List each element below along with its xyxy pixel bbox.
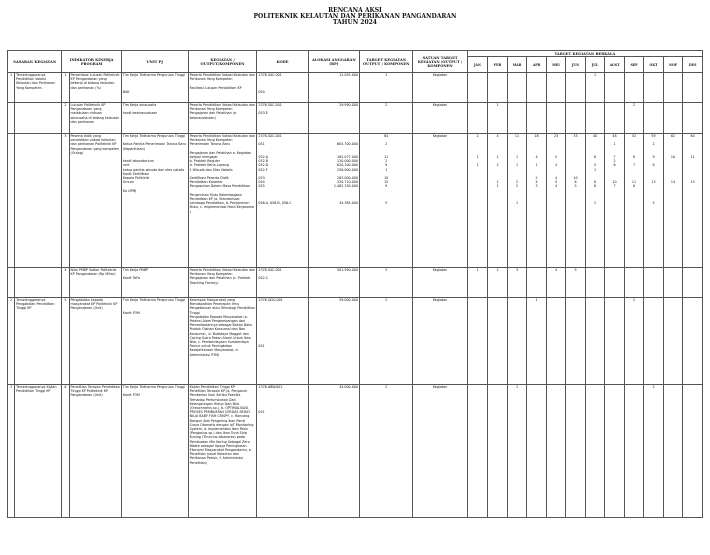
kegiatan-output: Peserta Pendidikan Vokasi Kelautan dan Perikanan Yang Kompeten Pengajaran dan Pelatihan (c. Praktek Teaching Factory) (188, 268, 257, 298)
satuan-target: Kegiatan (413, 298, 467, 385)
alokasi-anggaran: 605.700.000 182.077.000 120.000.000 620.100.000 258.900.000 263.000.000 320.710.000 1.462.330.000 45.385.000 (308, 134, 359, 268)
month-target: 11 1 1 2 2 1 (507, 134, 527, 268)
kode: 2376.SAC.001 052.C (257, 268, 308, 298)
month-target (683, 268, 703, 298)
alokasi-anggaran: 12.055.000 (308, 73, 359, 103)
month-target (527, 385, 547, 518)
month-target: 1 (467, 268, 488, 298)
indikator-text: Pengabdian kepada masyarakat KP Politeknik KP Pangandaran (Unit) (69, 298, 121, 385)
month-target (663, 73, 683, 103)
sasaran-number: 1 (8, 73, 15, 103)
col-target-berkala: TARGET KEGIATAN BERKALA (467, 51, 702, 57)
month-header: MEI (546, 57, 566, 73)
sasaran-number (8, 103, 15, 134)
unit-pj: Tim Kerja Tridharma Perguruan Tinggi Kantt P3M (121, 298, 188, 385)
table-row (8, 268, 703, 298)
indikator-number: 6 (62, 385, 69, 518)
month-target (663, 103, 683, 134)
month-target: 3 (507, 268, 527, 298)
month-target (644, 103, 664, 134)
alokasi-anggaran: 29.990.000 (308, 103, 359, 134)
alokasi-anggaran: 501.590.000 (308, 268, 359, 298)
month-target (566, 385, 586, 518)
kegiatan-output: Peserta Pendidikan Vokasi Kelautan dan Perikanan Yang Kompeten Penerimaan Taruna Baru Pengajaran dan Pelatihan a. Kegiatan belajar mengajar b. Praktek Reguler d. Praktek Kerja Lapang f. Wisuda dan Dies Natalis Sertifikasi Peserta Didik Pendidikan Karakter Pengasuhan Dalam Masa Pendidikan Penjaminan Mutu Kelembagaan Pendidikan KP (a. Standarisasi Lembaga Pendidikan, b. Penjaminan Mutu, c. Implementasi Hasil Kerjasama ) (188, 134, 257, 268)
month-target: 2 (644, 385, 664, 518)
month-header: APR (527, 57, 547, 73)
month-target: 23 5 4 4 5 4 (546, 134, 566, 268)
kode: 2376.SAC.001 051 052.A 052.B 052.D 052.F 053 054 055 056.A, 056.B, 056.C (257, 134, 308, 268)
indikator-number: 4 (62, 268, 69, 298)
month-target (663, 298, 683, 385)
table-row (8, 385, 703, 518)
satuan-target: Kegiatan (413, 103, 467, 134)
action-plan-table (7, 50, 703, 518)
month-target: 5 (566, 268, 586, 298)
target-output: 64 2 11 2 9 1 10 15 9 5 (360, 134, 413, 268)
sasaran-text: Terselenggaranya Pendidikan Vokasi Kelautan dan Perikanan Yang Kompeten (15, 73, 62, 103)
month-target (585, 103, 605, 134)
month-target (566, 73, 586, 103)
month-target (467, 298, 488, 385)
month-target (527, 73, 547, 103)
month-header: FEB (488, 57, 508, 73)
target-output: 2 (360, 298, 413, 385)
target-output: 2 (360, 385, 413, 518)
satuan-target: Kegiatan (413, 268, 467, 298)
indikator-text: Peserta didik yang pendidikan vokasi kelautan dan perikanan Politeknik KP Pangandaran yang kompeten (Orang) (69, 134, 121, 268)
target-output: 1 (360, 73, 413, 103)
month-target: 2 (488, 268, 508, 298)
month-target: 1 (507, 385, 527, 518)
month-header: OKT (644, 57, 664, 73)
month-target (585, 298, 605, 385)
kegiatan-output: Peserta Pendidikan Vokasi Kelautan dan Perikanan Yang Kompeten Pengajaran dan Pelatihan (e. kewirausahaan) (188, 103, 257, 134)
month-header: MAR (507, 57, 527, 73)
month-target: 52 8 7 11 8 (624, 134, 644, 268)
month-target (605, 298, 625, 385)
month-target (585, 268, 605, 298)
col-kegiatan: KEGIATAN / OUTPUT/KOMPONEN (188, 51, 257, 73)
indikator-text: Lulusan Politeknik KP Pangandaran yang melakukan rintisan wirausaha di bidang kelautan dan perikanan (69, 103, 121, 134)
indikator-number: 2 (62, 103, 69, 134)
kegiatan-output: Kajian Pendidikan Tinggi KP Penelitian Terapan KP (a. Pengaruh Pemberian Ikan Seribu Poecilia Terhadap Pertumbuhan Dan Kelangsungan Hidup Ikan Nila (Oreochromis sp.), b. OPTIMALISASI PROSES PEMBUATAN CERDAS SEHAT NILAI BABY FISH CRISPY, c. Rancang Bangun Alat Pengering Ikan Panel Surya Otomatis dengan IoT Monitoring System, d. Implementasi Ikan Patin (Pangasius sp.) dan Ikan Tuna Sirip Kuning (Thunnus albacares) pada Pembuatan Mie Kering Sebagai Zero Waste sebagai Upaya Peningkatan Ekonomi Masyarakat Pangandaran, e. Penelitian Jurnal Kelautan dan Perikanan Pesisir, f. Administrasi Penelitian) (188, 385, 257, 518)
month-target (566, 298, 586, 385)
sasaran-number (8, 134, 15, 268)
indikator-text: Persentase Lulusan Politeknik KP Pengandaran yang bekerja di bidang kelautan dan perikanan (%) (69, 73, 121, 103)
month-target (488, 73, 508, 103)
unit-pj: Tim Kerja PNBP Kantt TeFa (121, 268, 188, 298)
month-target (683, 103, 703, 134)
sasaran-text: Terselenggaranya Kajian Pendidikan Tinggi KP (15, 385, 62, 518)
kode: 2376.QDG.001 051 (257, 298, 308, 385)
month-target (663, 385, 683, 518)
kegiatan-output: Kelompok Masyarakat yang Mendapatkan Penerapan Ilmu Pengetahuan atau Teknologi Pendidikan Tinggi Pengabdian Kepada Masyarakat (a. Potensi Alam Pengembangan dan Pemanfaatannya sebagai Bahan Baku Produk Olahan Konsumsi dan Non Konsumsi , b. Budidaya Maggot dan Cacing Sutra Pakan Alami Untuk Ikan Nila, c. Pemberdayaan Sumberdaya Pesisir untuk Peningkatan Kesejahteraan Masyarakat, d. Administrasi P3M) (188, 298, 257, 385)
unit-pj: Tim Kerja Tridharma Perguruan Tinggi Kantt P3M (121, 385, 188, 518)
month-header: AGST (605, 57, 625, 73)
indikator-number: 1 (62, 73, 69, 103)
month-target (605, 385, 625, 518)
col-satuan: SATUAN TARGET KEGIATAN /OUTPUT / KOMPONEN (413, 51, 467, 73)
table-row (8, 103, 703, 134)
month-target (527, 268, 547, 298)
month-target: 1 (488, 103, 508, 134)
month-target: 1 (527, 298, 547, 385)
month-header: NOF (663, 57, 683, 73)
month-target: 64 11 15 (683, 134, 703, 268)
month-header: JAN (467, 57, 488, 73)
kegiatan-output: Peserta Pendidikan Vokasi Kelautan dan Perikanan Yang Kompeten Fasilitasi Lulusan Pendidikan KP (188, 73, 257, 103)
alokasi-anggaran: 45.000.000 (308, 385, 359, 518)
unit-pj: Tim Kerja wirausaha kantt kewirausahaan (121, 103, 188, 134)
month-target: 62 10 14 (663, 134, 683, 268)
sasaran-number: 3 (8, 385, 15, 518)
sasaran-text (15, 268, 62, 298)
month-target (507, 103, 527, 134)
indikator-text: Penelitian Terapan Pendidikan Tinggi KP Politeknik KP Pangandaran (Unit) (69, 385, 121, 518)
month-target (507, 73, 527, 103)
sasaran-number: 2 (8, 298, 15, 385)
month-target (605, 103, 625, 134)
month-header: DES (683, 57, 703, 73)
month-target: 40 6 5 1 8 6 2 (585, 134, 605, 268)
col-unit: UNIT PJ (121, 51, 188, 73)
month-target: 2 (624, 103, 644, 134)
indikator-number: 5 (62, 298, 69, 385)
month-target (546, 385, 566, 518)
month-header: SEP (624, 57, 644, 73)
month-target (467, 385, 488, 518)
sasaran-number (8, 268, 15, 298)
col-indikator: INDIKATOR KINERJA PROGRAM (62, 51, 122, 73)
month-target: 18 4 1 2 4 3 (527, 134, 547, 268)
month-target: 4 (546, 268, 566, 298)
table-row (8, 298, 703, 385)
col-sasaran: SASARAN KEGIATAN (8, 51, 62, 73)
month-target (488, 385, 508, 518)
month-target (644, 298, 664, 385)
doc-title: RENCANA AKSI (328, 7, 382, 14)
month-target (663, 268, 683, 298)
month-header: JUN (566, 57, 586, 73)
month-target (683, 385, 703, 518)
month-target (566, 103, 586, 134)
sasaran-text (15, 103, 62, 134)
month-target (644, 73, 664, 103)
satuan-target: Kegiatan (413, 134, 467, 268)
month-target (605, 268, 625, 298)
month-target: 2 (624, 298, 644, 385)
month-target (546, 298, 566, 385)
satuan-target: Kegiatan (413, 385, 467, 518)
doc-year: TAHUN 2024 (333, 19, 377, 26)
satuan-target: Kegiatan (413, 73, 467, 103)
indikator-text: Nilai PMBP Satker Politeknik KP Pangandaran (Rp Miliar) (69, 268, 121, 298)
month-target: 4 1 2 1 1 (488, 134, 508, 268)
kode: 2376.SAC.001 050 (257, 73, 308, 103)
col-alokasi: ALOKASI ANGGARAN (RP) (308, 51, 359, 73)
kode: 2376.SAC.001 053.E (257, 103, 308, 134)
month-target (546, 103, 566, 134)
month-target: 59 2 9 8 13 5 (644, 134, 664, 268)
month-target (467, 103, 488, 134)
month-target (624, 268, 644, 298)
month-header: JUL (585, 57, 605, 73)
month-target (585, 385, 605, 518)
month-target (624, 385, 644, 518)
month-target: 1 (585, 73, 605, 103)
unit-pj: Tim Kerja Tridharma Perguruan Tinggi BAK (121, 73, 188, 103)
month-target (624, 73, 644, 103)
alokasi-anggaran: 59.000.000 (308, 298, 359, 385)
indikator-number: 3 (62, 134, 69, 268)
unit-pj: Tim Kerja Tridharma Perguruan Tinggi Ketua Panitia Penerimaan Taruna Baru (Kepanitiaan) kantt laboratorium unit ketua panitia wisuda dan dies natalis Kantt Sertifikasi Kepala Poliklinik Umum Ka UPMJ (121, 134, 188, 268)
month-target: 48 1 7 2 6 10 7 (605, 134, 625, 268)
target-output: 5 (360, 268, 413, 298)
month-target (546, 73, 566, 103)
month-target (683, 73, 703, 103)
target-output: 2 (360, 103, 413, 134)
month-target: 2 1 1 (467, 134, 488, 268)
month-target (683, 298, 703, 385)
sasaran-text (15, 134, 62, 268)
kode: 2376.ABW.001 051 (257, 385, 308, 518)
sasaran-text: Terselenggaranya Pengabdian Pendidikan Tinggi KP (15, 298, 62, 385)
month-target (605, 73, 625, 103)
month-target (467, 73, 488, 103)
month-target: 33 10 6 5 (566, 134, 586, 268)
month-target (644, 268, 664, 298)
col-target-output: TARGET KEGIATAN OUTPUT / KOMPONEN (360, 51, 413, 73)
month-target (527, 103, 547, 134)
col-kode: KODE (257, 51, 308, 73)
month-target (488, 298, 508, 385)
month-target (507, 298, 527, 385)
doc-institution: POLITEKNIK KELAUTAN DAN PERIKANAN PANGANDARAN (253, 13, 457, 20)
table-row (8, 73, 703, 103)
table-row (8, 134, 703, 268)
